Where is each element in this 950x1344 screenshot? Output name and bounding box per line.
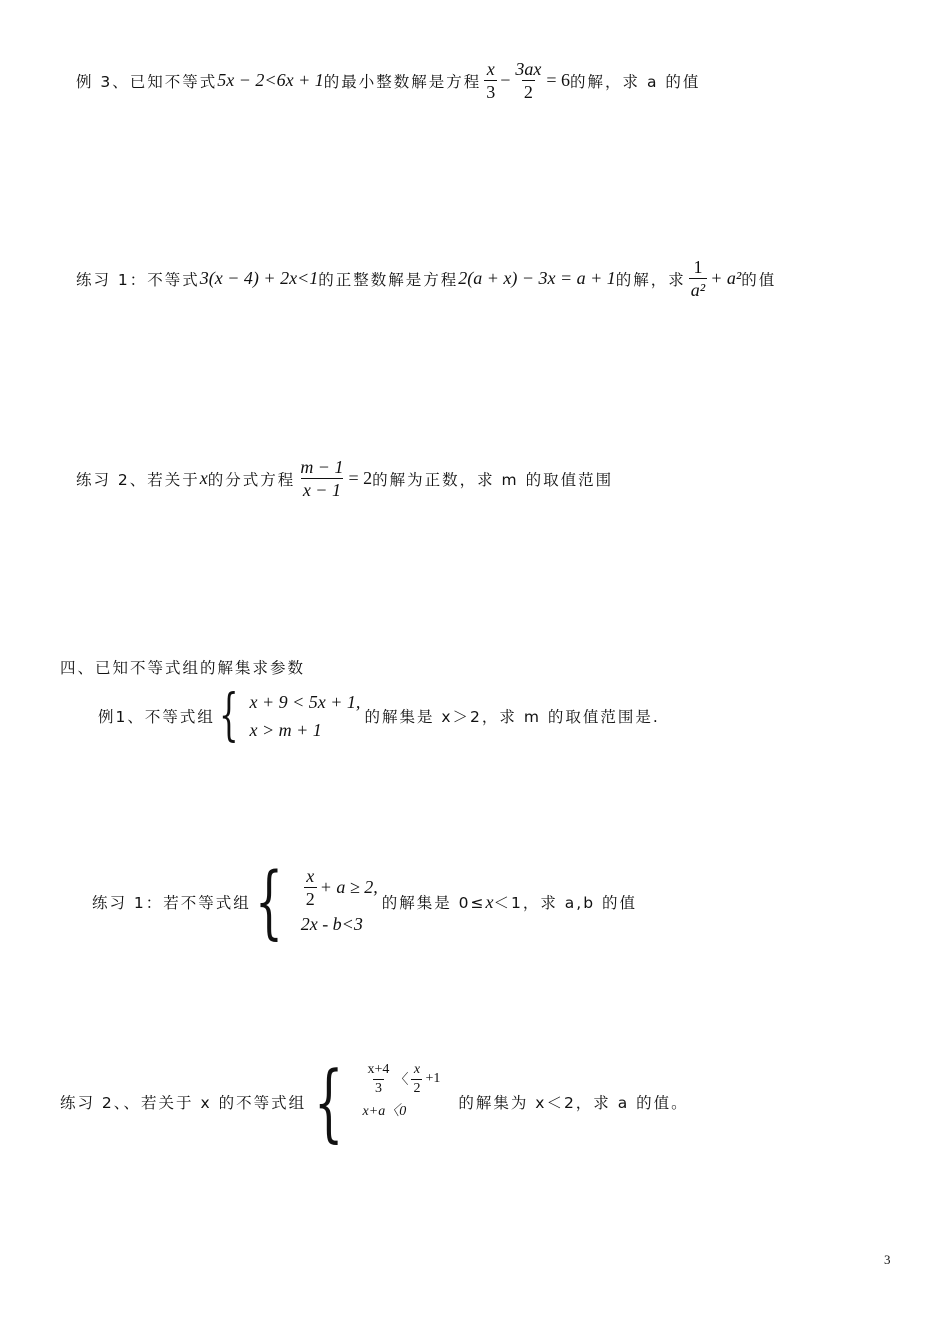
left-brace-icon: { bbox=[314, 1053, 345, 1151]
equation: 2(a + x) − 3x = a + 1 bbox=[458, 268, 616, 288]
text: 的解集是 x＞2，求 m 的取值范围是. bbox=[364, 708, 660, 726]
practice-4-2 bbox=[60, 1053, 689, 1151]
equation-rhs: = 2 bbox=[348, 468, 373, 488]
text: 的解，求 a 的值 bbox=[570, 72, 701, 91]
minus-sign: − bbox=[500, 70, 511, 90]
text: 练习 2、若关于 bbox=[76, 470, 200, 489]
section-heading bbox=[60, 656, 305, 678]
fraction: $\frac{x}{3}$ bbox=[486, 59, 496, 102]
fraction: $\frac{1}{\text{a²}}$ bbox=[690, 257, 706, 300]
text: 例1、不等式组 bbox=[98, 708, 215, 726]
fraction: $\frac{m - 1}{x - 1}$ bbox=[300, 457, 344, 500]
fraction: $\frac{x}{2}$ bbox=[305, 865, 315, 909]
practice-2 bbox=[76, 456, 613, 501]
equation-rhs: = 6 bbox=[546, 70, 571, 90]
text: 的正整数解是方程 bbox=[318, 270, 459, 289]
text: 的值 bbox=[741, 270, 777, 289]
left-brace-icon: { bbox=[218, 683, 240, 748]
inequality-system bbox=[254, 855, 378, 948]
system-row: $\frac{x+4}{3}$ 〈 $\frac{x}{2}$ +1 bbox=[367, 1061, 441, 1096]
inequality: 3(x − 4) + 2x<1 bbox=[199, 268, 319, 288]
text: ＜1，求 a,b 的值 bbox=[493, 894, 637, 912]
text: 的分式方程 bbox=[207, 470, 296, 489]
text: 练习 1：若不等式组 bbox=[92, 894, 251, 912]
expression-tail: + a² bbox=[710, 268, 742, 288]
text: 练习 1：不等式 bbox=[76, 270, 200, 289]
fraction: $\frac{x+4}{3}$ bbox=[367, 1061, 390, 1096]
fraction: $\frac{3ax}{2}$ bbox=[515, 59, 542, 102]
text: 练习 2、、若关于 x 的不等式组 bbox=[60, 1094, 307, 1112]
inequality-system bbox=[218, 683, 361, 748]
practice-4-1 bbox=[92, 855, 637, 948]
left-brace-icon: { bbox=[254, 855, 284, 948]
example-3 bbox=[76, 58, 700, 103]
variable: x bbox=[199, 468, 208, 488]
text: 的最小整数解是方程 bbox=[323, 72, 482, 91]
fraction: $\frac{x}{2}$ bbox=[413, 1061, 421, 1096]
variable: x bbox=[485, 891, 494, 912]
system-row: x + 9 < 5x + 1, bbox=[249, 691, 361, 712]
system-row: $\frac{x}{2}$ + a ≥ 2, bbox=[305, 865, 378, 909]
text: 例 3、已知不等式 bbox=[76, 72, 218, 91]
inequality: 5x − 2<6x + 1 bbox=[217, 70, 324, 90]
system-row: 2x - b<3 bbox=[300, 914, 363, 934]
text: 的解为正数，求 m 的取值范围 bbox=[372, 470, 614, 489]
system-row: x > m + 1 bbox=[249, 719, 322, 740]
system-row: x+a〈0 bbox=[362, 1103, 407, 1119]
page-number: 3 bbox=[884, 1252, 891, 1267]
section-title: 四、已知不等式组的解集求参数 bbox=[60, 659, 306, 677]
text: 的解，求 bbox=[615, 270, 686, 289]
inequality-system bbox=[314, 1053, 441, 1151]
text: 的解集是 0≤ bbox=[381, 894, 486, 912]
practice-1 bbox=[76, 256, 776, 301]
example-1 bbox=[98, 683, 660, 748]
text: 的解集为 x＜2，求 a 的值。 bbox=[458, 1094, 689, 1112]
